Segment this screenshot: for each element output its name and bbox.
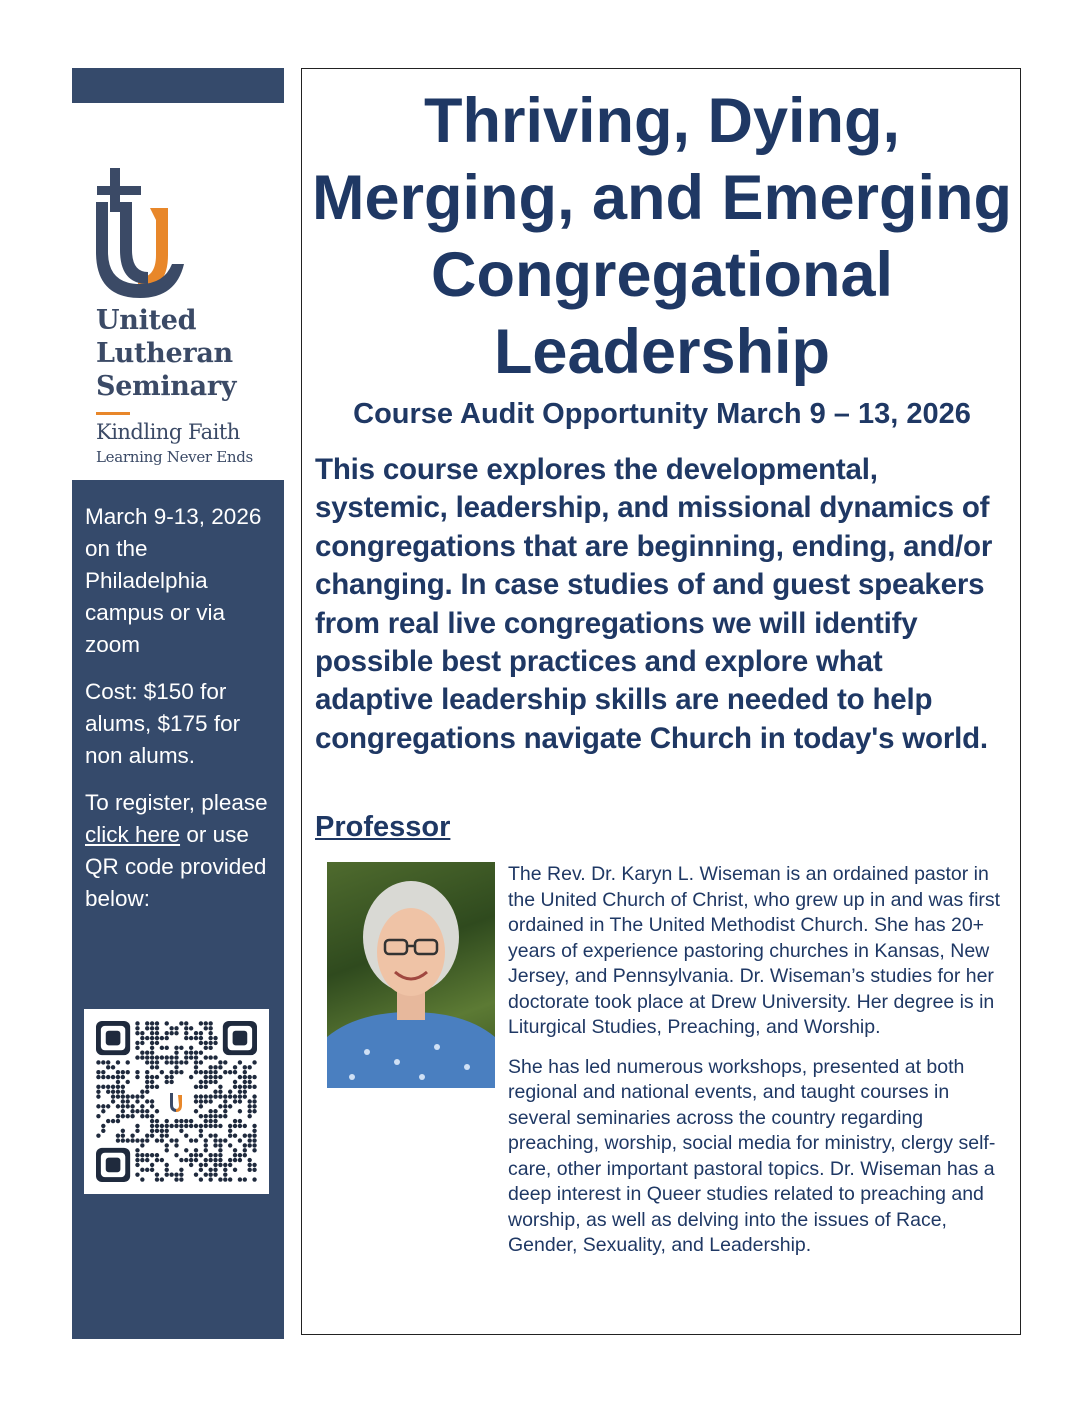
course-subtitle: Course Audit Opportunity March 9 – 13, 2026 xyxy=(353,398,971,430)
title-line: Merging, and Emerging xyxy=(311,163,1013,233)
logo-name-line: Seminary xyxy=(96,371,237,402)
sidebar-panel xyxy=(72,480,284,1339)
sidebar-top-bar xyxy=(72,68,284,103)
course-description: This course explores the developmental, systemic, leadership, and missional dynamics of congregations that are beginning, ending, and/or changing. In case studies of and guest speakers from real live congregations we will identify possible best practices and explore what adaptive leadership skills are needed to help congregations navigate Church in today's world. xyxy=(315,453,993,755)
logo-divider xyxy=(96,412,130,415)
professor-heading: Professor xyxy=(315,811,451,843)
event-cost: Cost: $150 for alums, $175 for non alums. xyxy=(85,679,241,768)
page-title xyxy=(302,83,1022,391)
register-prefix: To register, please xyxy=(85,790,268,815)
seminary-logo xyxy=(72,140,284,480)
professor-bio xyxy=(508,862,1008,1273)
seminary-logo-icon xyxy=(92,160,202,300)
logo-subtagline: Learning Never Ends xyxy=(96,448,253,466)
title-line: Congregational xyxy=(430,240,893,310)
sidebar-text xyxy=(85,501,275,930)
register-link[interactable]: click here xyxy=(85,822,181,847)
logo-name xyxy=(96,304,236,403)
qr-code[interactable] xyxy=(84,1009,269,1194)
event-dates: March 9-13, 2026 on the Philadelphia campus or via zoom xyxy=(85,504,262,657)
logo-name-line: United xyxy=(96,305,197,336)
professor-portrait-icon xyxy=(327,862,495,1088)
main-content xyxy=(301,68,1021,1335)
register-suffix: or use QR code provided below: xyxy=(85,822,267,911)
register-text xyxy=(85,787,275,915)
logo-tagline: Kindling Faith xyxy=(96,420,240,444)
bio-paragraph: The Rev. Dr. Karyn L. Wiseman is an ordained pastor in the United Church of Christ, who grew up in and was first ordained in The United Methodist Church. She has 20+ years of experience pastoring churches in Kansas, New Jersey, and Pennsylvania. Dr. Wiseman’s studies for her doctorate took place at Drew University. Her degree is in Liturgical Studies, Preaching, and Worship. xyxy=(508,863,1001,1038)
logo-name-line: Lutheran xyxy=(96,338,233,369)
title-line: Leadership xyxy=(493,317,831,387)
qr-code-icon xyxy=(96,1021,257,1182)
title-line: Thriving, Dying, xyxy=(423,86,900,156)
professor-photo xyxy=(327,862,495,1088)
bio-paragraph: She has led numerous workshops, presented at both regional and national events, and taught courses in several seminaries across the country regarding preaching, worship, social media for ministry, clergy self-care, other important pastoral topics. Dr. Wiseman has a deep interest in Queer studies related to preaching and worship, as well as delving into the issues of Race, Gender, Sexuality, and Leadership. xyxy=(508,1055,996,1256)
